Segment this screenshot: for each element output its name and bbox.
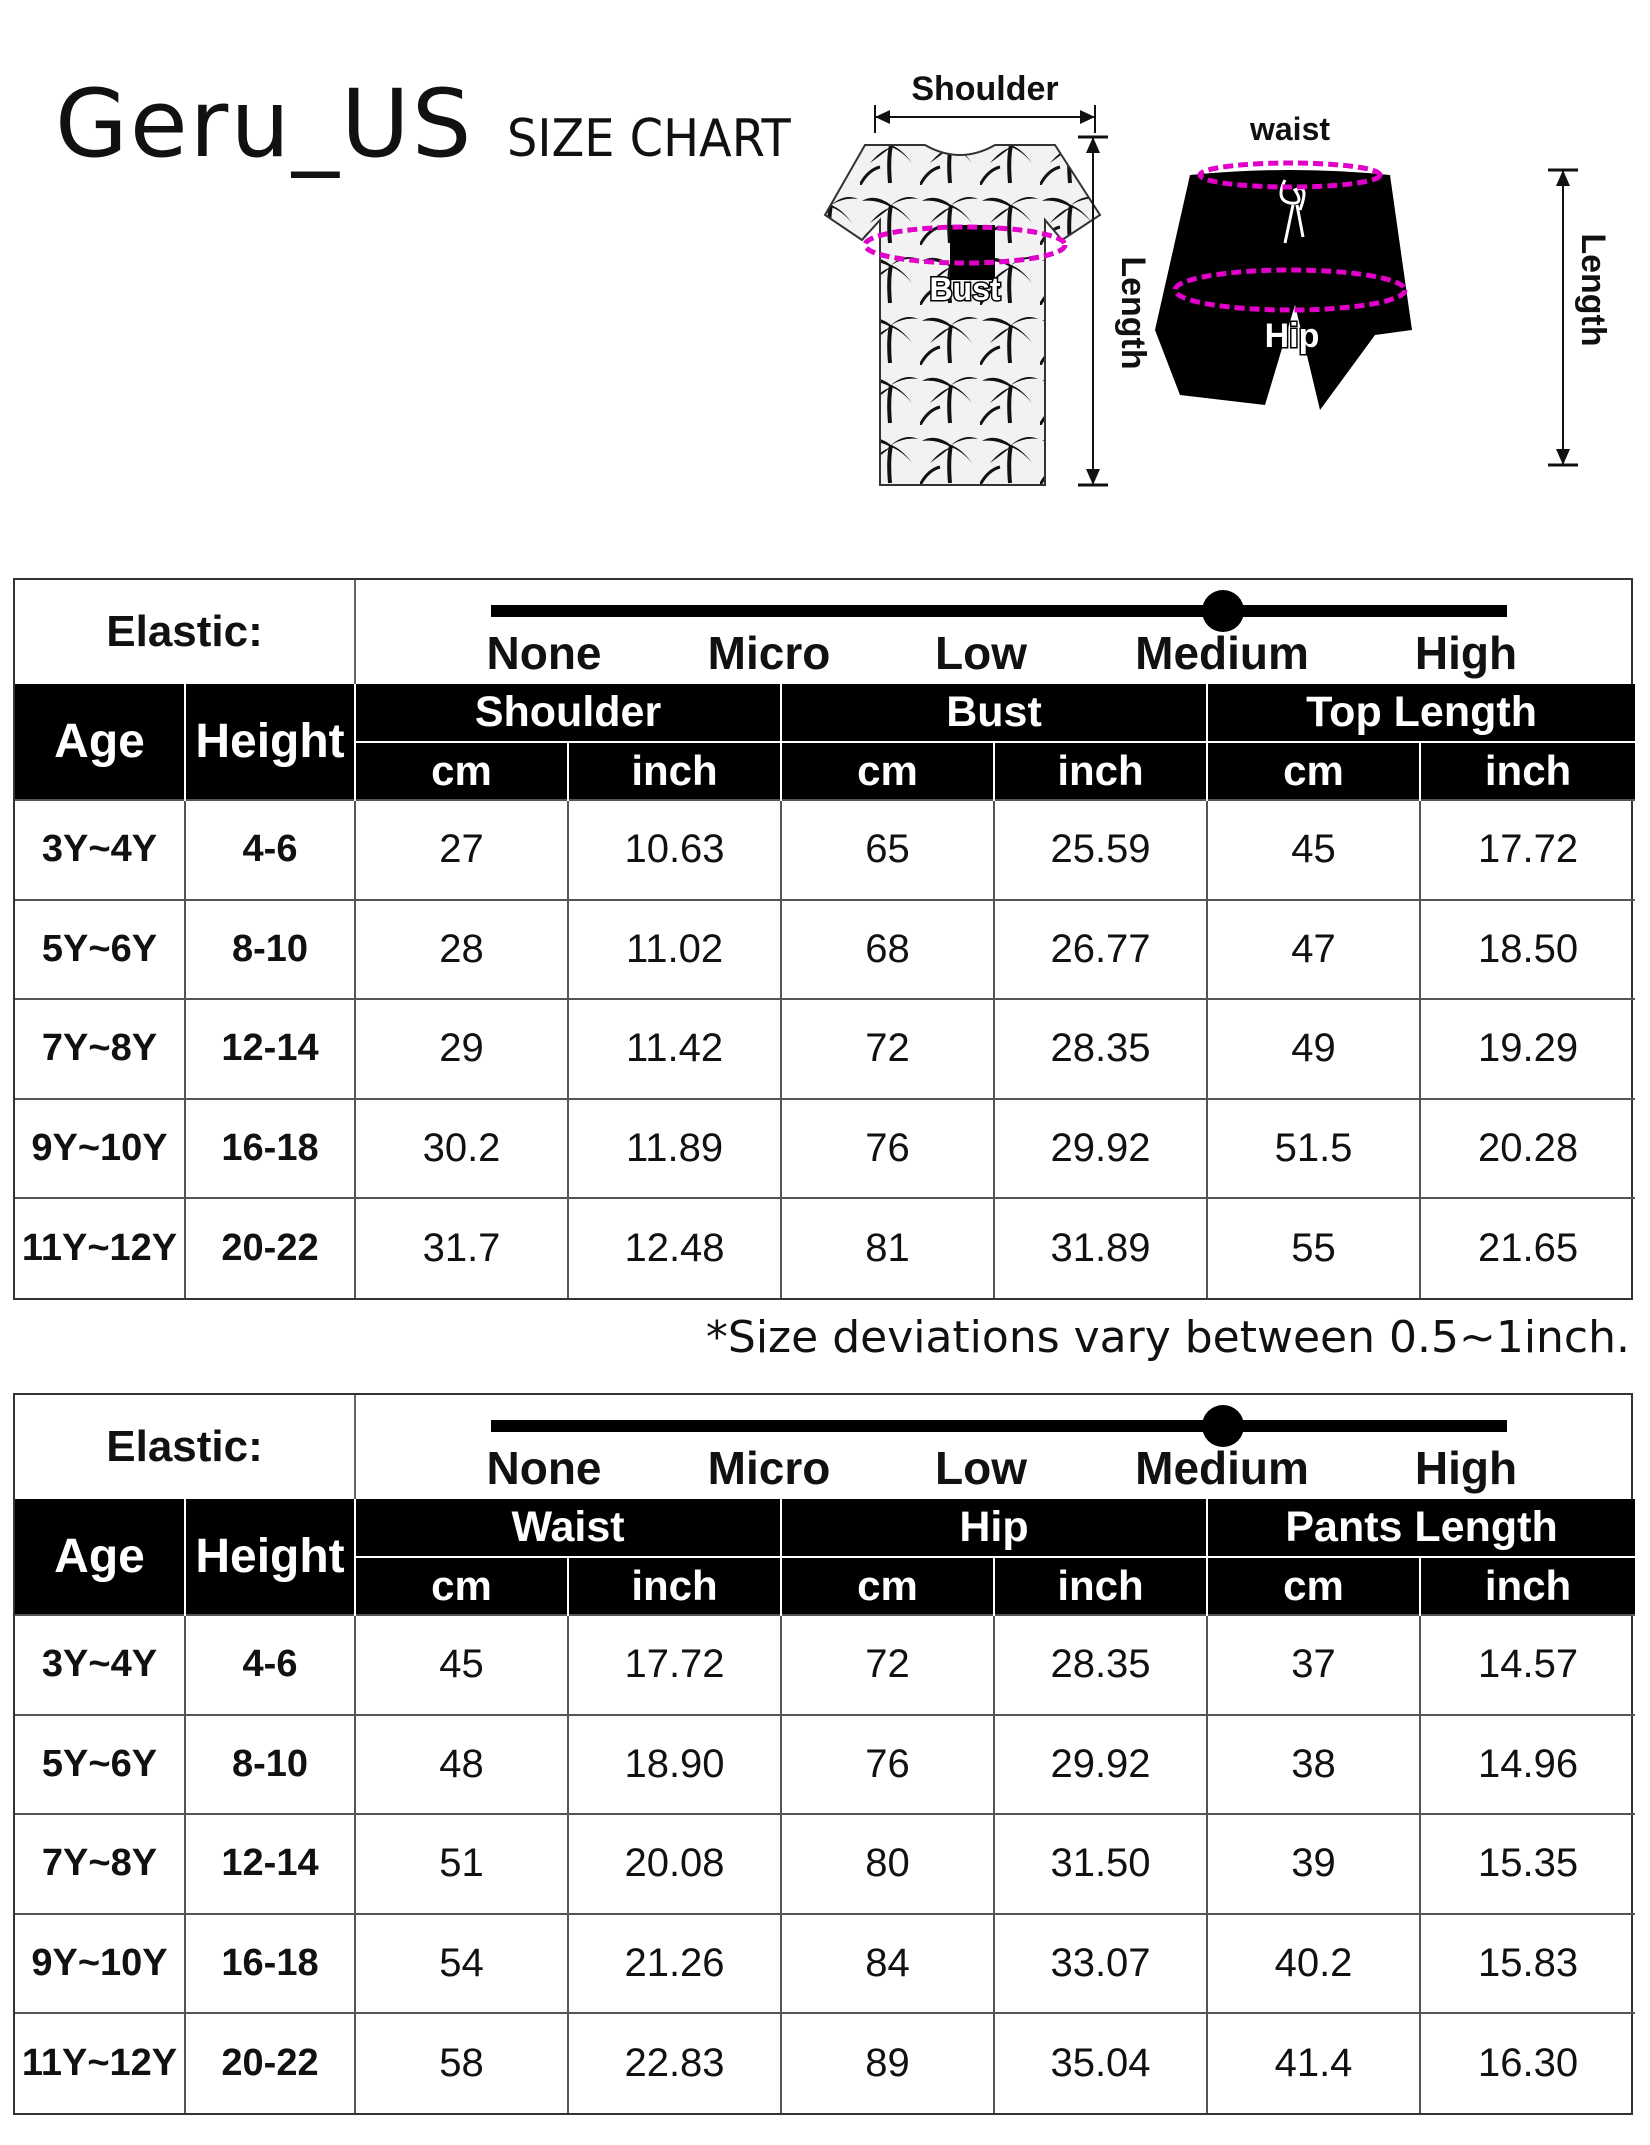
hip-label: Hip xyxy=(1264,317,1320,355)
table-cell: 76 xyxy=(781,1715,994,1815)
elastic-label: Elastic: xyxy=(15,580,355,684)
table-cell: 51 xyxy=(355,1814,568,1914)
table-cell: 47 xyxy=(1207,900,1420,1000)
table-cell: 81 xyxy=(781,1198,994,1298)
table-cell: 25.59 xyxy=(994,800,1207,900)
tshirt-graphic xyxy=(825,145,1100,485)
age-cell: 9Y~10Y xyxy=(15,1914,185,2014)
elastic-level-high: High xyxy=(1414,1442,1518,1494)
height-cell: 8-10 xyxy=(185,1715,355,1815)
shoulder-measure xyxy=(875,70,1095,133)
table-cell: 29.92 xyxy=(994,1715,1207,1815)
elastic-level-low: Low xyxy=(935,1442,1028,1494)
table-cell: 29.92 xyxy=(994,1099,1207,1199)
elastic-scale-row xyxy=(15,1395,1635,1499)
table-cell: 28 xyxy=(355,900,568,1000)
age-cell: 9Y~10Y xyxy=(15,1099,185,1199)
table-cell: 51.5 xyxy=(1207,1099,1420,1199)
height-cell: 12-14 xyxy=(185,1814,355,1914)
table-cell: 31.89 xyxy=(994,1198,1207,1298)
table-cell: 45 xyxy=(355,1615,568,1715)
table-cell: 20.28 xyxy=(1420,1099,1635,1199)
pants-size-chart xyxy=(13,1393,1633,2115)
table-cell: 45 xyxy=(1207,800,1420,900)
table-cell: 21.26 xyxy=(568,1914,781,2014)
table-cell: 30.2 xyxy=(355,1099,568,1199)
table-cell: 17.72 xyxy=(1420,800,1635,900)
height-cell: 12-14 xyxy=(185,999,355,1099)
table-cell: 19.29 xyxy=(1420,999,1635,1099)
unit-header: cm xyxy=(781,1557,994,1615)
unit-header: inch xyxy=(568,742,781,800)
pants-length-label: Length xyxy=(1574,233,1612,347)
brand-header xyxy=(55,70,816,180)
elastic-level-low: Low xyxy=(935,627,1028,679)
column-header-age: Age xyxy=(15,684,185,800)
table-cell: 26.77 xyxy=(994,900,1207,1000)
column-header-height: Height xyxy=(185,684,355,800)
shoulder-label: Shoulder xyxy=(911,70,1059,108)
table-cell: 48 xyxy=(355,1715,568,1815)
elastic-scale-line xyxy=(491,1420,1507,1432)
unit-header: inch xyxy=(568,1557,781,1615)
shirt-length-label: Length xyxy=(1114,256,1152,370)
table-cell: 35.04 xyxy=(994,2013,1207,2113)
height-cell: 20-22 xyxy=(185,1198,355,1298)
unit-header: inch xyxy=(994,742,1207,800)
table-cell: 31.7 xyxy=(355,1198,568,1298)
top-size-chart xyxy=(13,578,1633,1300)
table-row xyxy=(15,1814,1635,1914)
height-cell: 16-18 xyxy=(185,1099,355,1199)
pants-length-measure xyxy=(1548,170,1612,465)
shirt-length-measure xyxy=(1078,137,1152,485)
height-cell: 20-22 xyxy=(185,2013,355,2113)
age-cell: 7Y~8Y xyxy=(15,999,185,1099)
table-cell: 15.35 xyxy=(1420,1814,1635,1914)
table-row xyxy=(15,900,1635,1000)
table-cell: 11.02 xyxy=(568,900,781,1000)
table-cell: 72 xyxy=(781,1615,994,1715)
table-cell: 41.4 xyxy=(1207,2013,1420,2113)
age-cell: 5Y~6Y xyxy=(15,1715,185,1815)
table-cell: 68 xyxy=(781,900,994,1000)
table-row xyxy=(15,1615,1635,1715)
column-group-waist: Waist xyxy=(355,1499,781,1557)
table-cell: 12.48 xyxy=(568,1198,781,1298)
table-cell: 22.83 xyxy=(568,2013,781,2113)
table-row xyxy=(15,999,1635,1099)
table-cell: 58 xyxy=(355,2013,568,2113)
elastic-level-micro: Micro xyxy=(707,1442,831,1494)
header-row-groups xyxy=(15,684,1635,742)
unit-header: cm xyxy=(781,742,994,800)
table-cell: 28.35 xyxy=(994,1615,1207,1715)
table-row xyxy=(15,1914,1635,2014)
elastic-scale-row xyxy=(15,580,1635,684)
column-group-pants-length: Pants Length xyxy=(1207,1499,1635,1557)
elastic-level-medium: Medium xyxy=(1135,1442,1309,1494)
elastic-label: Elastic: xyxy=(15,1395,355,1499)
table-cell: 76 xyxy=(781,1099,994,1199)
table-cell: 37 xyxy=(1207,1615,1420,1715)
age-cell: 7Y~8Y xyxy=(15,1814,185,1914)
column-group-shoulder: Shoulder xyxy=(355,684,781,742)
table-cell: 11.89 xyxy=(568,1099,781,1199)
height-cell: 4-6 xyxy=(185,1615,355,1715)
unit-header: cm xyxy=(1207,1557,1420,1615)
table-cell: 40.2 xyxy=(1207,1914,1420,2014)
table-cell: 18.50 xyxy=(1420,900,1635,1000)
column-group-bust: Bust xyxy=(781,684,1207,742)
table-cell: 38 xyxy=(1207,1715,1420,1815)
table-row xyxy=(15,1099,1635,1199)
column-header-height: Height xyxy=(185,1499,355,1615)
elastic-level-none: None xyxy=(486,627,602,679)
table-cell: 31.50 xyxy=(994,1814,1207,1914)
table-cell: 84 xyxy=(781,1914,994,2014)
header-row-groups xyxy=(15,1499,1635,1557)
table-cell: 10.63 xyxy=(568,800,781,900)
age-cell: 11Y~12Y xyxy=(15,2013,185,2113)
table-cell: 16.30 xyxy=(1420,2013,1635,2113)
garment-illustration xyxy=(800,65,1612,505)
table-row xyxy=(15,2013,1635,2113)
age-cell: 11Y~12Y xyxy=(15,1198,185,1298)
table-cell: 33.07 xyxy=(994,1914,1207,2014)
table-cell: 80 xyxy=(781,1814,994,1914)
column-group-hip: Hip xyxy=(781,1499,1207,1557)
table-cell: 89 xyxy=(781,2013,994,2113)
unit-header: cm xyxy=(355,1557,568,1615)
elastic-scale-line xyxy=(491,605,1507,617)
table-cell: 65 xyxy=(781,800,994,900)
page-subtitle: SIZE CHART xyxy=(507,109,792,169)
brand-name: Geru_US xyxy=(55,70,474,179)
waist-label: waist xyxy=(1249,111,1331,147)
table-cell: 39 xyxy=(1207,1814,1420,1914)
table-cell: 17.72 xyxy=(568,1615,781,1715)
table-cell: 28.35 xyxy=(994,999,1207,1099)
table-cell: 49 xyxy=(1207,999,1420,1099)
unit-header: cm xyxy=(1207,742,1420,800)
height-cell: 4-6 xyxy=(185,800,355,900)
column-group-top-length: Top Length xyxy=(1207,684,1635,742)
table-cell: 27 xyxy=(355,800,568,900)
column-header-age: Age xyxy=(15,1499,185,1615)
age-cell: 3Y~4Y xyxy=(15,1615,185,1715)
table-row xyxy=(15,800,1635,900)
elastic-scale xyxy=(355,1395,1635,1499)
table-row xyxy=(15,1198,1635,1298)
table-cell: 29 xyxy=(355,999,568,1099)
table-cell: 54 xyxy=(355,1914,568,2014)
elastic-level-none: None xyxy=(486,1442,602,1494)
unit-header: inch xyxy=(1420,742,1635,800)
table-cell: 21.65 xyxy=(1420,1198,1635,1298)
table-cell: 55 xyxy=(1207,1198,1420,1298)
size-deviation-note: *Size deviations vary between 0.5~1inch. xyxy=(705,1312,1630,1363)
table-cell: 15.83 xyxy=(1420,1914,1635,2014)
age-cell: 3Y~4Y xyxy=(15,800,185,900)
height-cell: 16-18 xyxy=(185,1914,355,2014)
bust-label: Bust xyxy=(929,271,1001,307)
table-cell: 20.08 xyxy=(568,1814,781,1914)
table-cell: 11.42 xyxy=(568,999,781,1099)
elastic-level-medium: Medium xyxy=(1135,627,1309,679)
unit-header: inch xyxy=(1420,1557,1635,1615)
elastic-level-micro: Micro xyxy=(707,627,831,679)
table-cell: 72 xyxy=(781,999,994,1099)
table-cell: 14.96 xyxy=(1420,1715,1635,1815)
unit-header: cm xyxy=(355,742,568,800)
table-cell: 14.57 xyxy=(1420,1615,1635,1715)
table-row xyxy=(15,1715,1635,1815)
elastic-level-high: High xyxy=(1414,627,1518,679)
age-cell: 5Y~6Y xyxy=(15,900,185,1000)
shorts-graphic xyxy=(1155,170,1412,410)
table-cell: 18.90 xyxy=(568,1715,781,1815)
height-cell: 8-10 xyxy=(185,900,355,1000)
unit-header: inch xyxy=(994,1557,1207,1615)
elastic-scale xyxy=(355,580,1635,684)
